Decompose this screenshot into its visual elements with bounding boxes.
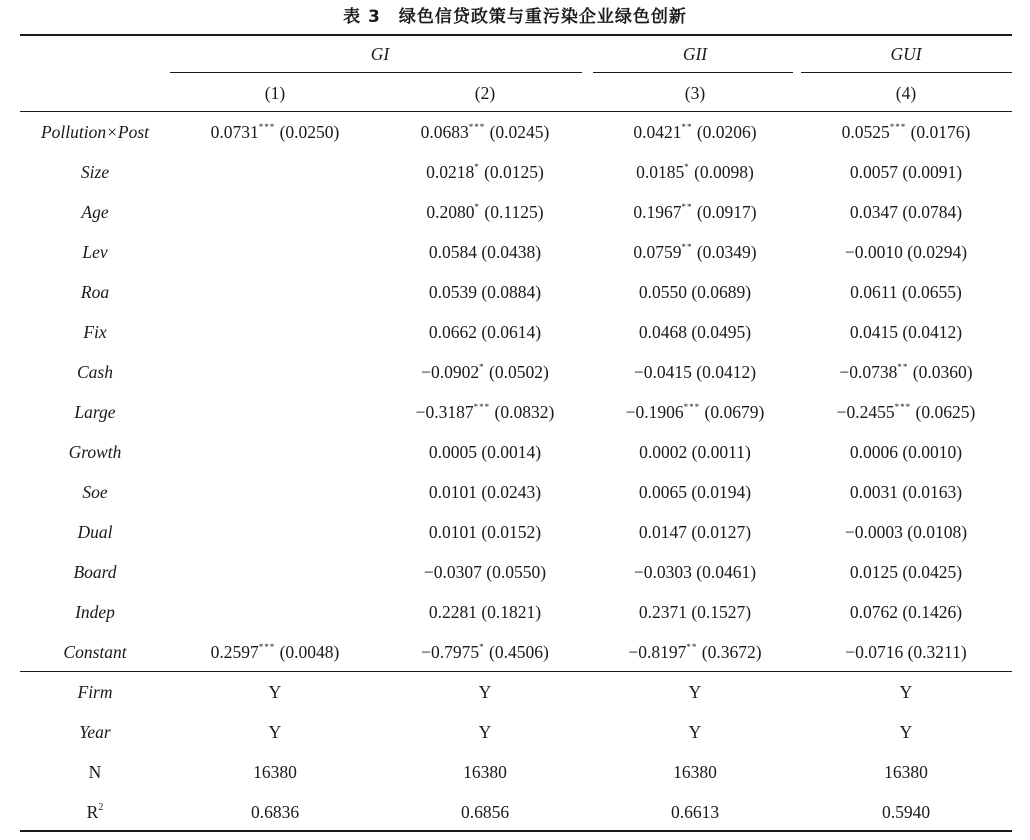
model-label: (2): [474, 83, 496, 103]
coefficient-cell: [590, 432, 800, 472]
coefficient-cell: [380, 432, 590, 472]
group-label-gui: GUI: [890, 44, 922, 64]
coefficient-value: −0.0738: [839, 362, 898, 382]
variable-label: Pollution×Post: [40, 122, 150, 142]
coefficient-value: 0.0421: [633, 122, 682, 142]
coefficient-value: −0.7975: [421, 642, 480, 662]
standard-error: (0.0679): [704, 402, 765, 422]
variable-label: Size: [80, 162, 110, 182]
coefficient-cell: [800, 312, 1012, 352]
coefficient-cell: [590, 392, 800, 432]
standard-error: (0.0550): [486, 562, 547, 582]
model-label: (3): [684, 83, 706, 103]
table-row: [20, 272, 1012, 312]
row-label: [20, 792, 170, 832]
coefficient-cell: [380, 472, 590, 512]
coefficient-value: 0.0550: [638, 282, 687, 302]
standard-error: (0.0294): [907, 242, 968, 262]
table-row: [20, 472, 1012, 512]
coefficient-cell: [590, 312, 800, 352]
standard-error: (0.0091): [902, 162, 963, 182]
coefficient-cell: [800, 512, 1012, 552]
coefficient-value: −0.0902: [421, 362, 480, 382]
coefficient-cell: [800, 232, 1012, 272]
variable-label: Board: [73, 562, 117, 582]
value-cell: Y: [688, 722, 702, 742]
coefficient-value: −0.2455: [836, 402, 895, 422]
coefficient-cell: [380, 152, 590, 192]
table-row: [20, 192, 1012, 232]
standard-error: (0.1527): [691, 602, 752, 622]
coefficient-cell: [380, 552, 590, 592]
row-label-superscript: 2: [98, 802, 104, 813]
table-row: [20, 352, 1012, 392]
coefficient-value: 0.0101: [428, 482, 477, 502]
coefficient-cell: [800, 432, 1012, 472]
coefficient-cell: [800, 192, 1012, 232]
table-row: [20, 112, 1012, 152]
coefficient-cell: [380, 352, 590, 392]
coefficient-value: −0.0716: [845, 642, 904, 662]
group-label-gi: GI: [370, 44, 390, 64]
coefficient-cell: [170, 232, 380, 272]
row-label-text: Year: [79, 722, 111, 742]
coefficient-cell: [170, 272, 380, 312]
significance-stars: ***: [468, 122, 486, 132]
standard-error: (0.3672): [701, 642, 762, 662]
standard-error: (0.0502): [489, 362, 549, 382]
coefficient-value: 0.0525: [841, 122, 890, 142]
coefficient-value: −0.0003: [844, 522, 903, 542]
coefficient-value: 0.0584: [428, 242, 477, 262]
standard-error: (0.0250): [279, 122, 340, 142]
coefficient-value: 0.0218: [426, 162, 475, 182]
variable-label: Soe: [82, 482, 108, 502]
coefficient-value: 0.0101: [428, 522, 477, 542]
coefficient-cell: [170, 512, 380, 552]
significance-stars: *: [479, 642, 485, 652]
fixed-effect-row: [20, 672, 1012, 712]
table-row: [20, 392, 1012, 432]
significance-stars: **: [681, 242, 693, 252]
significance-stars: ***: [894, 402, 912, 412]
value-cell: Y: [899, 722, 913, 742]
standard-error: (0.0461): [696, 562, 757, 582]
coefficient-value: 0.0762: [849, 602, 898, 622]
variable-label: Constant: [63, 642, 127, 662]
coefficient-value: 0.0759: [633, 242, 682, 262]
value-cell: Y: [268, 682, 282, 702]
fixed-effect-row: [20, 712, 1012, 752]
variable-label: Age: [81, 202, 109, 222]
coefficient-cell: [380, 192, 590, 232]
coefficient-cell: [590, 192, 800, 232]
coefficient-cell: [590, 512, 800, 552]
standard-error: (0.0176): [910, 122, 971, 142]
standard-error: (0.0412): [902, 322, 963, 342]
standard-error: (0.0412): [696, 362, 757, 382]
row-label-text: R: [86, 802, 99, 822]
coefficient-value: 0.1967: [633, 202, 682, 222]
coefficient-cell: [590, 152, 800, 192]
coefficient-value: 0.0185: [636, 162, 685, 182]
standard-error: (0.0360): [912, 362, 973, 382]
standard-error: (0.0438): [481, 242, 542, 262]
value-cell: Y: [688, 682, 702, 702]
standard-error: (0.0832): [494, 402, 555, 422]
variable-label: Fix: [83, 322, 107, 342]
significance-stars: ***: [683, 402, 701, 412]
row-label: [20, 752, 170, 792]
standard-error: (0.0784): [902, 202, 963, 222]
coefficient-cell: [170, 352, 380, 392]
coefficient-value: 0.0005: [428, 442, 477, 462]
standard-error: (0.0689): [691, 282, 752, 302]
coefficient-cell: [800, 152, 1012, 192]
row-label-text: Firm: [77, 682, 113, 702]
coefficient-value: −0.0303: [633, 562, 692, 582]
value-cell: 16380: [253, 762, 297, 782]
value-cell: 0.6836: [250, 802, 300, 822]
coefficient-cell: [590, 352, 800, 392]
variable-label: Roa: [80, 282, 110, 302]
standard-error: (0.0614): [481, 322, 542, 342]
model-label: (1): [264, 83, 286, 103]
coefficient-cell: [380, 512, 590, 552]
coefficient-value: 0.0347: [849, 202, 898, 222]
coefficient-value: 0.2371: [638, 602, 687, 622]
standard-error: (0.0625): [915, 402, 976, 422]
coefficient-cell: [590, 112, 800, 152]
coefficient-value: 0.2080: [426, 202, 475, 222]
standard-error: (0.0194): [691, 482, 752, 502]
coefficient-value: 0.0415: [849, 322, 898, 342]
standard-error: (0.0655): [902, 282, 962, 302]
variable-label: Dual: [77, 522, 113, 542]
coefficient-cell: [380, 232, 590, 272]
model-label: (4): [895, 83, 917, 103]
standard-error: (0.0243): [481, 482, 542, 502]
coefficient-cell: [170, 392, 380, 432]
coefficient-cell: [800, 392, 1012, 432]
coefficient-value: 0.0125: [849, 562, 898, 582]
standard-error: (0.0010): [902, 442, 963, 462]
coefficient-cell: [380, 112, 590, 152]
coefficient-value: 0.0031: [849, 482, 898, 502]
table-row: [20, 432, 1012, 472]
coefficient-value: 0.0683: [420, 122, 469, 142]
standard-error: (0.0048): [279, 642, 340, 662]
model-header-row: [20, 73, 1012, 113]
coefficient-cell: [380, 392, 590, 432]
coefficient-value: −0.1906: [625, 402, 684, 422]
coefficient-cell: [590, 552, 800, 592]
coefficient-cell: [590, 592, 800, 632]
coefficient-value: 0.0002: [639, 442, 688, 462]
standard-error: (0.0163): [902, 482, 963, 502]
value-cell: 0.6856: [460, 802, 510, 822]
coefficient-value: −0.0307: [423, 562, 482, 582]
significance-stars: ***: [889, 122, 907, 132]
row-label-text: N: [88, 762, 102, 782]
value-cell: 0.6613: [670, 802, 720, 822]
coefficient-value: 0.2597: [210, 642, 259, 662]
variable-label: Indep: [75, 602, 115, 622]
row-label: [20, 672, 170, 712]
coefficient-cell: [170, 592, 380, 632]
coefficient-value: 0.0539: [428, 282, 477, 302]
coefficient-value: 0.0731: [210, 122, 259, 142]
standard-error: (0.0884): [481, 282, 542, 302]
standard-error: (0.0495): [691, 322, 752, 342]
value-cell: 16380: [463, 762, 507, 782]
coefficient-cell: [800, 632, 1012, 672]
coefficient-cell: [380, 632, 590, 672]
standard-error: (0.0108): [907, 522, 968, 542]
standard-error: (0.4506): [489, 642, 549, 662]
standard-error: (0.0098): [694, 162, 754, 182]
coefficient-cell: [800, 592, 1012, 632]
significance-stars: *: [684, 162, 690, 172]
coefficient-value: 0.2281: [428, 602, 477, 622]
standard-error: (0.0127): [691, 522, 752, 542]
significance-stars: ***: [258, 642, 276, 652]
significance-stars: **: [681, 202, 693, 212]
row-label: [20, 712, 170, 752]
coefficient-value: 0.0147: [638, 522, 687, 542]
table-row: [20, 592, 1012, 632]
coefficient-value: 0.0662: [428, 322, 477, 342]
coefficient-cell: [590, 232, 800, 272]
significance-stars: **: [686, 642, 698, 652]
coefficient-cell: [380, 312, 590, 352]
standard-error: (0.0014): [481, 442, 542, 462]
variable-label: Growth: [68, 442, 122, 462]
table-row: [20, 512, 1012, 552]
coefficient-cell: [590, 472, 800, 512]
coefficient-cell: [170, 312, 380, 352]
table-row: [20, 552, 1012, 592]
coefficient-cell: [800, 352, 1012, 392]
significance-stars: **: [681, 122, 693, 132]
coefficient-value: 0.0006: [849, 442, 898, 462]
r-squared-row: [20, 792, 1012, 832]
value-cell: 16380: [673, 762, 717, 782]
coefficient-cell: [380, 272, 590, 312]
group-header-row: [20, 34, 1012, 74]
value-cell: 16380: [884, 762, 928, 782]
coefficient-cell: [170, 552, 380, 592]
value-cell: Y: [899, 682, 913, 702]
coefficient-value: 0.0065: [638, 482, 687, 502]
variable-label: Large: [74, 402, 116, 422]
coefficient-value: −0.0415: [633, 362, 692, 382]
table-row: [20, 312, 1012, 352]
standard-error: (0.1821): [481, 602, 542, 622]
group-label-gii: GII: [682, 44, 708, 64]
standard-error: (0.0245): [489, 122, 550, 142]
coefficient-cell: [170, 192, 380, 232]
coefficient-value: 0.0468: [638, 322, 687, 342]
coefficient-value: −0.3187: [415, 402, 474, 422]
standard-error: (0.3211): [907, 642, 967, 662]
significance-stars: *: [474, 162, 480, 172]
value-cell: 0.5940: [881, 802, 931, 822]
coefficient-cell: [800, 112, 1012, 152]
coefficient-cell: [800, 552, 1012, 592]
coefficient-value: 0.0057: [849, 162, 898, 182]
value-cell: Y: [478, 682, 492, 702]
significance-stars: ***: [473, 402, 491, 412]
standard-error: (0.1426): [902, 602, 963, 622]
table-row: [20, 152, 1012, 192]
standard-error: (0.0152): [481, 522, 542, 542]
significance-stars: *: [479, 362, 485, 372]
standard-error: (0.0125): [484, 162, 544, 182]
coefficient-cell: [170, 152, 380, 192]
coefficient-cell: [170, 432, 380, 472]
coefficient-cell: [170, 632, 380, 672]
table-row: [20, 232, 1012, 272]
significance-stars: **: [897, 362, 909, 372]
variable-label: Lev: [82, 242, 108, 262]
standard-error: (0.1125): [484, 202, 544, 222]
coefficient-cell: [800, 272, 1012, 312]
standard-error: (0.0917): [696, 202, 757, 222]
coefficient-cell: [800, 472, 1012, 512]
coefficient-cell: [380, 592, 590, 632]
variable-label: Cash: [77, 362, 113, 382]
coefficient-cell: [590, 632, 800, 672]
coefficient-value: 0.0611: [850, 282, 898, 302]
standard-error: (0.0011): [691, 442, 751, 462]
value-cell: Y: [268, 722, 282, 742]
significance-stars: ***: [258, 122, 276, 132]
coefficient-cell: [170, 472, 380, 512]
table-row: [20, 632, 1012, 672]
value-cell: Y: [478, 722, 492, 742]
standard-error: (0.0425): [902, 562, 963, 582]
table-caption: 表 3 绿色信贷政策与重污染企业绿色创新: [343, 7, 687, 27]
standard-error: (0.0206): [696, 122, 757, 142]
coefficient-cell: [170, 112, 380, 152]
coefficient-value: −0.0010: [844, 242, 903, 262]
standard-error: (0.0349): [696, 242, 757, 262]
coefficient-value: −0.8197: [628, 642, 687, 662]
significance-stars: *: [474, 202, 481, 212]
observations-row: [20, 752, 1012, 792]
coefficient-cell: [590, 272, 800, 312]
